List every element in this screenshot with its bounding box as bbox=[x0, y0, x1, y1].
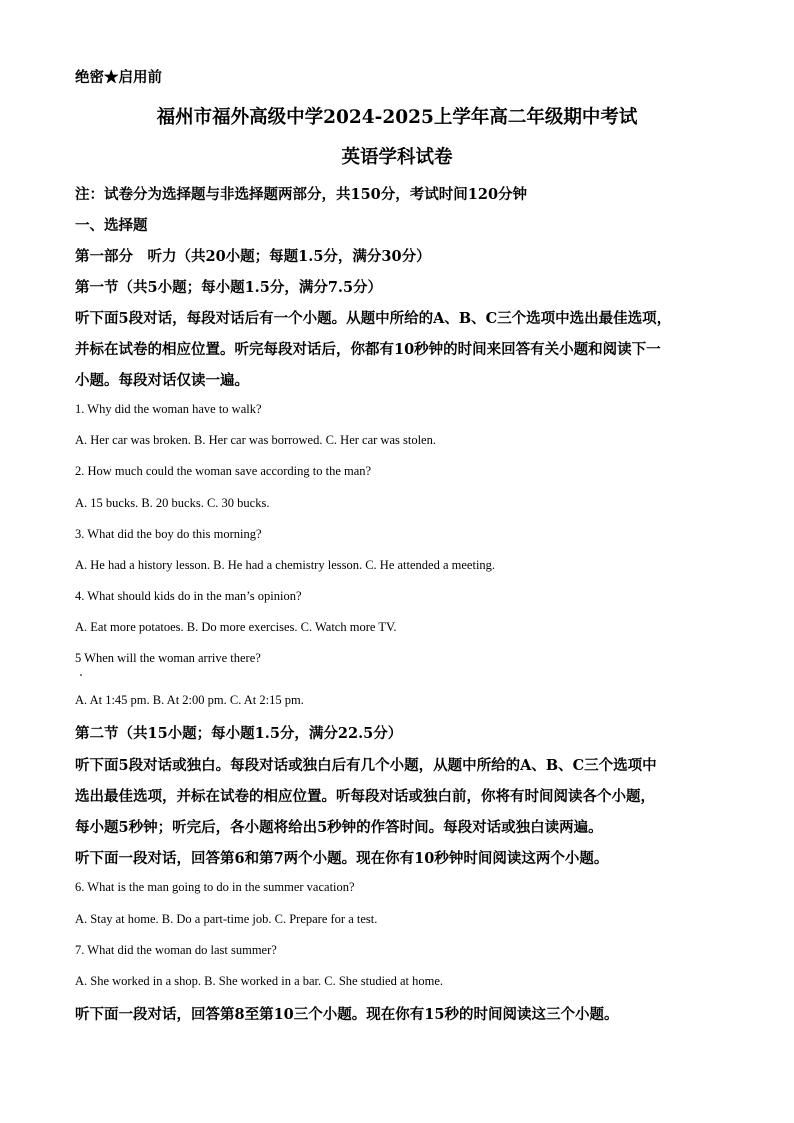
question-7-options: A. She worked in a shop. B. She worked in a bar. C. She studied at home. bbox=[75, 974, 444, 988]
confidential-label: 绝密★启用前 bbox=[75, 69, 162, 86]
question-2: 2. How much could the woman save according to the man? bbox=[75, 464, 372, 478]
section2-instruction-line: 听下面5段对话或独白。每段对话或独白后有几个小题，从题中所给的A、B、C三个选项中 bbox=[75, 757, 657, 774]
question-3: 3. What did the boy do this morning? bbox=[75, 527, 262, 541]
section-choice-heading: 一、选择题 bbox=[75, 217, 148, 234]
question-1: 1. Why did the woman have to walk? bbox=[75, 402, 262, 416]
question-6-options: A. Stay at home. B. Do a part-time job. C. Prepare for a test. bbox=[75, 912, 378, 926]
stray-dot-mark bbox=[80, 674, 82, 676]
exam-note: 注：试卷分为选择题与非选择题两部分，共150分，考试时间120分钟 bbox=[75, 186, 528, 203]
section1-heading: 第一节（共5小题；每小题1.5分，满分7.5分） bbox=[75, 279, 383, 296]
group1-instruction: 听下面一段对话，回答第6和第7两个小题。现在你有10秒钟时间阅读这两个小题。 bbox=[75, 850, 609, 867]
section2-heading: 第二节（共15小题；每小题1.5分，满分22.5分） bbox=[75, 725, 403, 742]
exam-title: 福州市福外高级中学2024-2025上学年高二年级期中考试 bbox=[156, 107, 638, 128]
question-6: 6. What is the man going to do in the summer vacation? bbox=[75, 880, 355, 894]
question-2-options: A. 15 bucks. B. 20 bucks. C. 30 bucks. bbox=[75, 496, 270, 510]
section2-instruction-line: 选出最佳选项，并标在试卷的相应位置。听每段对话或独白前，你将有时间阅读各个小题， bbox=[75, 788, 655, 805]
question-5-options: A. At 1:45 pm. B. At 2:00 pm. C. At 2:15 pm. bbox=[75, 693, 304, 707]
section1-instruction-line: 小题。每段对话仅读一遍。 bbox=[75, 372, 249, 389]
section2-instruction-line: 每小题5秒钟；听完后，各小题将给出5秒钟的作答时间。每段对话或独白读两遍。 bbox=[75, 819, 603, 836]
exam-subtitle: 英语学科试卷 bbox=[341, 147, 453, 168]
group2-instruction: 听下面一段对话，回答第8至第10三个小题。现在你有15秒的时间阅读这三个小题。 bbox=[75, 1006, 619, 1023]
section1-instruction-line: 听下面5段对话，每段对话后有一个小题。从题中所给的A、B、C三个选项中选出最佳选项， bbox=[75, 310, 672, 327]
section1-instruction-line: 并标在试卷的相应位置。听完每段对话后，你都有10秒钟的时间来回答有关小题和阅读下一 bbox=[75, 341, 661, 358]
listening-part-heading: 第一部分 听力（共20小题；每题1.5分，满分30分） bbox=[75, 248, 431, 265]
question-4: 4. What should kids do in the man’s opinion? bbox=[75, 589, 302, 603]
question-4-options: A. Eat more potatoes. B. Do more exercises. C. Watch more TV. bbox=[75, 620, 397, 634]
question-3-options: A. He had a history lesson. B. He had a chemistry lesson. C. He attended a meeting. bbox=[75, 558, 496, 572]
question-7: 7. What did the woman do last summer? bbox=[75, 943, 277, 957]
question-1-options: A. Her car was broken. B. Her car was borrowed. C. Her car was stolen. bbox=[75, 433, 436, 447]
question-5: 5 When will the woman arrive there? bbox=[75, 651, 261, 665]
